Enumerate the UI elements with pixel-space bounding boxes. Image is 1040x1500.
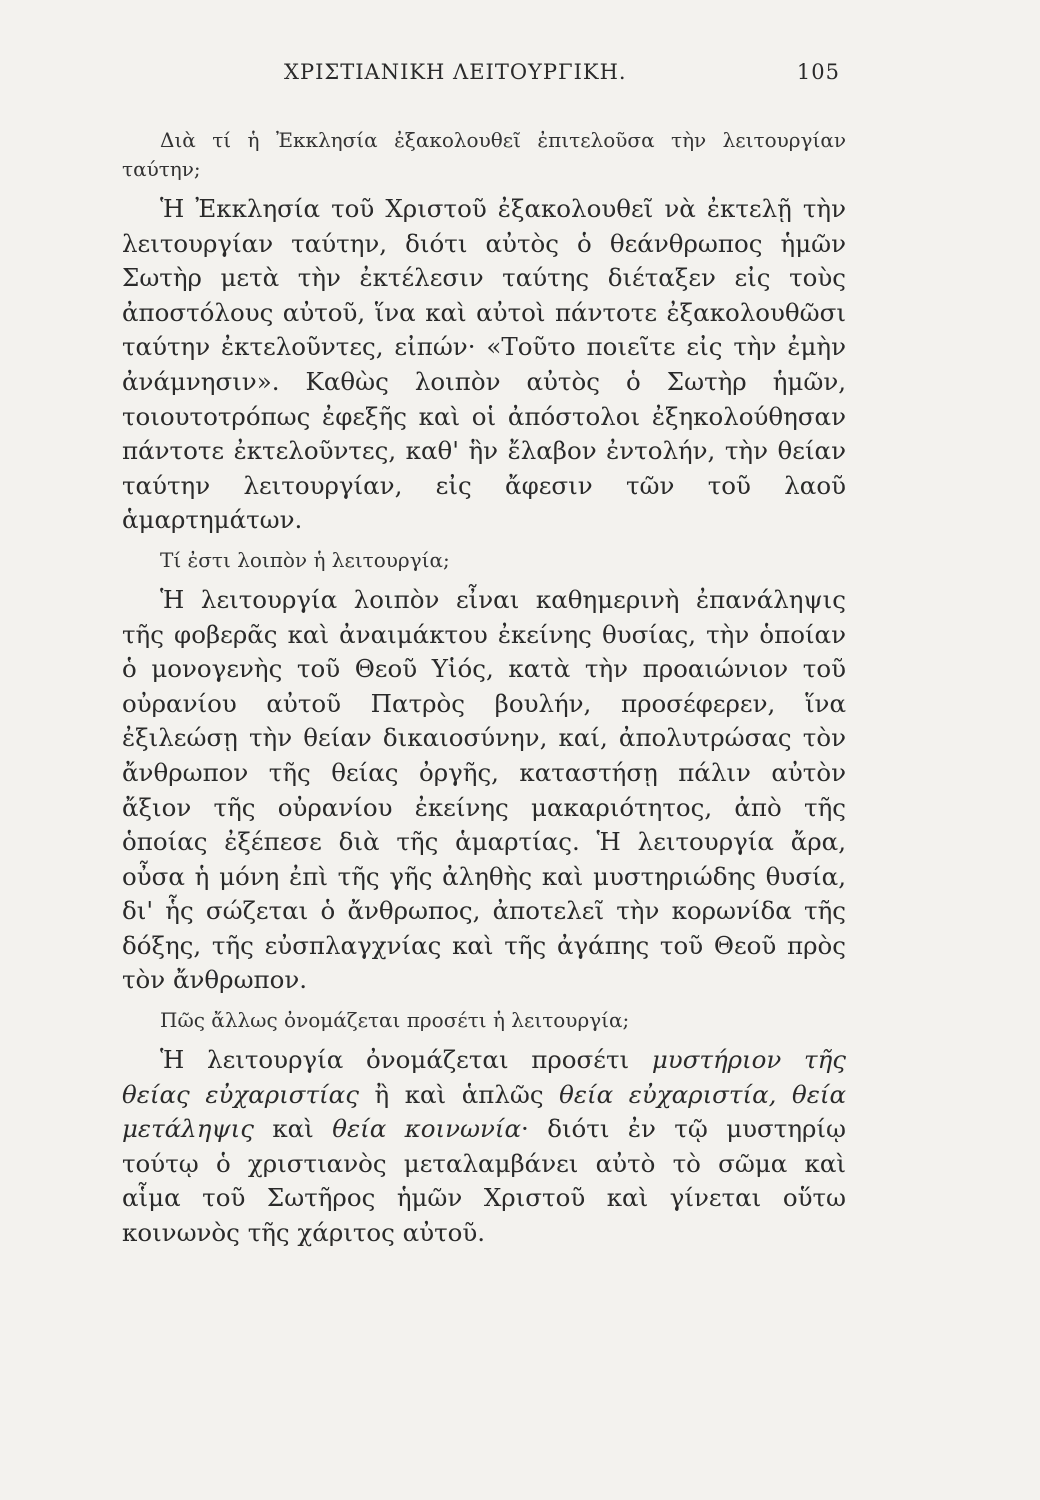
answer-3-term-mystery: μυστήριον τῆς θείας εὐχαριστίας [122, 1045, 846, 1109]
answer-3-term-communion: θεία κοινωνία [332, 1114, 521, 1144]
running-title: ΧΡΙΣΤΙΑΝΙΚΗ ΛΕΙΤΟΥΡΓΙΚΗ. [284, 60, 627, 84]
answer-3-text: καὶ [253, 1114, 333, 1144]
answer-3-text: · διότι ἐν τῷ μυστηρίῳ τούτῳ ὁ χριστιανὸς μεταλαμβάνει αὐτὸ τὸ σῶμα καὶ αἷμα τοῦ Σωτῆρος ἡμῶν Χριστοῦ καὶ γίνεται οὕτω κοινωνὸς τῆς χάριτος αὐτοῦ. [122, 1114, 846, 1248]
answer-3-text: Ἡ λειτουργία ὀνομάζεται προσέτι [160, 1045, 652, 1075]
answer-1: Ἡ Ἐκκλησία τοῦ Χριστοῦ ἐξακολουθεῖ νὰ ἐκτελῇ τὴν λειτουργίαν ταύτην, διότι αὐτὸς ὁ θεάνθρωπος ἡμῶν Σωτὴρ μετὰ τὴν ἐκτέλεσιν ταύτης διέταξεν εἰς τοὺς ἀποστόλους αὐτοῦ, ἵνα καὶ αὐτοὶ πάντοτε ἐξακολουθῶσι ταύτην ἐκτελοῦντες, εἰπών· «Τοῦτο ποιεῖτε εἰς τὴν ἐμὴν ἀνάμνησιν». Καθὼς λοιπὸν αὐτὸς ὁ Σωτὴρ ἡμῶν, τοιουτοτρόπως ἐφεξῆς καὶ οἱ ἀπόστολοι ἐξηκολούθησαν πάντοτε ἐκτελοῦντες, καθ' ἣν ἔλαβον ἐντολήν, τὴν θείαν ταύτην λειτουργίαν, εἰς ἄφεσιν τῶν τοῦ λαοῦ ἁμαρτημάτων. [122, 194, 846, 535]
running-head [120, 60, 840, 90]
answer-3-text: ἢ καὶ ἁπλῶς [358, 1079, 560, 1109]
answer-3-term-eucharist: θεία εὐχαριστία, θεία μετάληψις [122, 1079, 846, 1144]
question-2: Τί ἐστι λοιπὸν ἡ λειτουργία; [160, 547, 450, 572]
answer-3 [122, 1043, 846, 1251]
page-number: 105 [796, 60, 840, 84]
question-1: Διὰ τί ἡ Ἐκκλησία ἐξακολουθεῖ ἐπιτελοῦσα τὴν λειτουργίαν ταύτην; [122, 128, 846, 181]
question-3: Πῶς ἄλλως ὀνομάζεται προσέτι ἡ λειτουργία; [160, 1008, 630, 1033]
body-text [122, 126, 846, 1259]
answer-2: Ἡ λειτουργία λοιπὸν εἶναι καθημερινὴ ἐπανάληψις τῆς φοβερᾶς καὶ ἀναιμάκτου ἐκείνης θυσίας, τὴν ὁποίαν ὁ μονογενὴς τοῦ Θεοῦ Υἱός, κατὰ τὴν προαιώνιον τοῦ οὐρανίου αὐτοῦ Πατρὸς βουλήν, προσέφερεν, ἵνα ἐξιλεώσῃ τὴν θείαν δικαιοσύνην, καί, ἀπολυτρώσας τὸν ἄνθρωπον τῆς θείας ὀργῆς, καταστήσῃ πάλιν αὐτὸν ἄξιον τῆς οὐρανίου ἐκείνης μακαριότητος, ἀπὸ τῆς ὁποίας ἐξέπεσε διὰ τῆς ἁμαρτίας. Ἡ λειτουργία ἄρα, οὖσα ἡ μόνη ἐπὶ τῆς γῆς ἀληθὴς καὶ μυστηριώδης θυσία, δι' ἧς σώζεται ὁ ἄνθρωπος, ἀποτελεῖ τὴν κορωνίδα τῆς δόξης, τῆς εὐσπλαγχνίας καὶ τῆς ἀγάπης τοῦ Θεοῦ πρὸς τὸν ἄνθρωπον. [122, 584, 846, 995]
